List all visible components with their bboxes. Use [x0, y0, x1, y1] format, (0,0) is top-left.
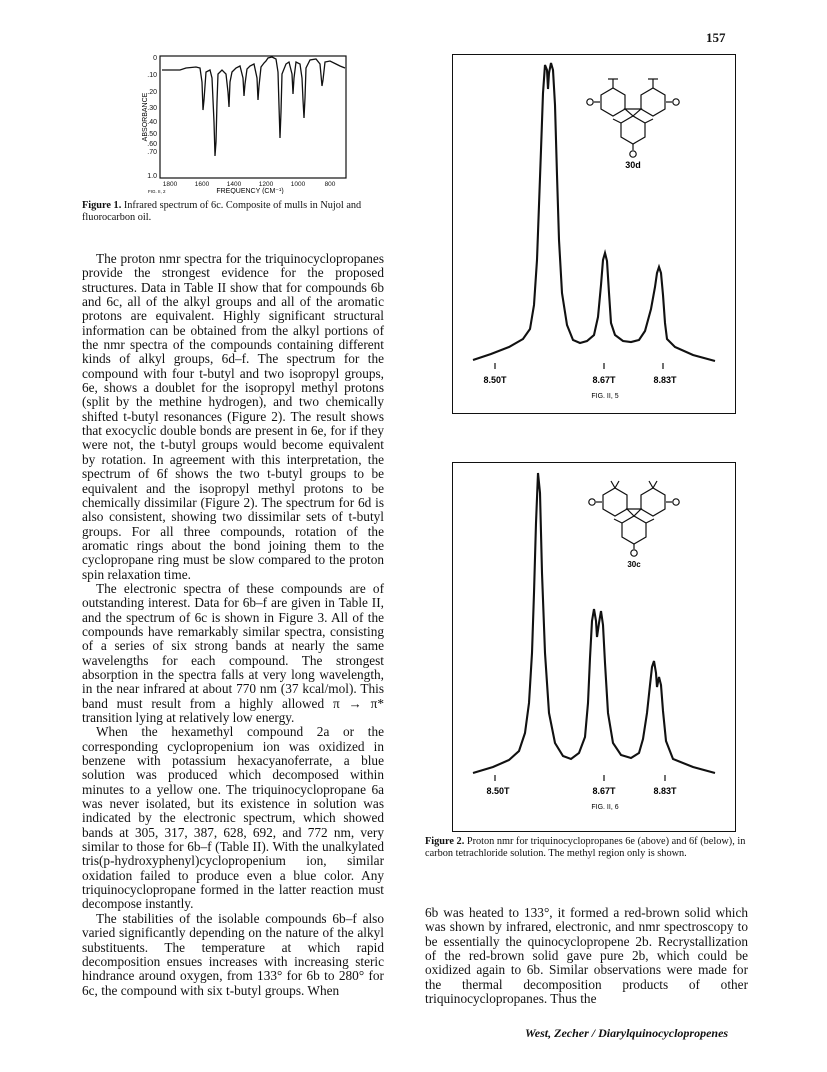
- ir-y-tick: .10: [147, 72, 157, 79]
- ir-x-tick: 1200: [258, 181, 274, 188]
- peak-label: 8.67T: [592, 786, 616, 796]
- paragraph: The proton nmr spectra for the triquinocyclopropanes provide the strongest evidence for the proposed structures. Data in Table II show that for compounds 6b and 6c, all of the alkyl groups and all of the aromatic protons are equivalent. Highly significant structural information can be obtained from the alkyl portions of the nmr spectra of the compounds containing different kinds of alkyl groups, 6d–f. The spectrum for the compound with four t-butyl and two isopropyl groups, 6e, shows a doublet for the isopropyl methyl protons (split by the methine hydrogen), and two chemically shifted t-butyl resonances (Figure 2). The result shows that exocyclic double bonds are present in 6e, for if they were not, the t-butyl groups would become equivalent by rotation. In agreement with this interpretation, the spectrum of 6f shows the two t-butyl groups to be equivalent and the isopropyl methyl protons to be chemically dissimilar (Figure 2). The spectrum for 6d is also consistent, showing two dissimilar sets of t-butyl groups. For all three compounds, rotation of the aromatic rings about the bond joining them to the cyclopropane ring must be slow compared to the proton spin relaxation time.: [82, 251, 384, 582]
- ir-y-tick: .60: [147, 141, 157, 148]
- nmr-top-spectrum: [453, 55, 735, 413]
- ir-x-tick: 1000: [290, 181, 306, 188]
- peak-label: 8.83T: [653, 375, 677, 385]
- fig-tag-top: FIG. II, 5: [591, 393, 619, 400]
- paragraph: 6b was heated to 133°, it formed a red-brown solid which was shown by infrared, electronic, and nmr spectroscopy to be essentially the quinocyclopropene 2b. Recrystallization of the red-brown solid gave pure 2b, which could be oxidized again to 6b. Similar observations were made for the thermal decomposition products of other triquinocyclopropanes. Thus the: [425, 905, 748, 1007]
- ir-y-tick: .70: [147, 149, 157, 156]
- peak-label: 8.67T: [592, 375, 616, 385]
- ir-y-tick: 1.0: [147, 173, 157, 180]
- ir-x-tick: 1800: [162, 181, 178, 188]
- page-number: 157: [706, 30, 726, 45]
- figure-1-caption: [82, 200, 382, 223]
- ir-y-tick: .30: [147, 105, 157, 112]
- nmr-trace-bottom: [473, 473, 715, 773]
- ir-x-axis-label: FREQUENCY (CM⁻¹): [216, 188, 284, 194]
- ir-y-tick: .50: [147, 131, 157, 138]
- right-column-text: [425, 906, 748, 1006]
- molecule-structure-top: [587, 79, 679, 157]
- molecule-structure-bottom: [589, 481, 679, 556]
- figure-1-caption-label: Figure 1.: [82, 200, 122, 211]
- figure-2-caption-label: Figure 2.: [425, 836, 465, 847]
- ir-y-tick: .20: [147, 89, 157, 96]
- ir-fig-tag: FIG. II, 2: [148, 189, 166, 194]
- paragraph: The electronic spectra of these compounds are of outstanding interest. Data for 6b–f are given in Table II, and the spectrum of 6c is shown in Figure 3. All of the compounds have remarkably similar spectra, consisting of a series of six strong bands at nearly the same wavelengths for each compound. The strongest absorption in the spectra falls at very long wavelength, in the near infrared at about 770 nm (37 kcal/mol). This band must result from a highly allowed π → π* transition lying at relatively low energy.: [82, 580, 384, 725]
- figure-1-ir-spectrum: [140, 52, 350, 194]
- figure-2-caption-text: Proton nmr for triquinocyclopropanes 6e (above) and 6f (below), in carbon tetrachloride solution. The methyl region only is shown.: [425, 836, 746, 859]
- paragraph: The stabilities of the isolable compounds 6b–f also varied significantly depending on the nature of the alkyl substituents. The temperature at which rapid decomposition ensues increases with increasing steric hindrance around oxygen, from 133° for 6b to 280° for 6c, the compound with six t-butyl groups. When: [82, 910, 384, 998]
- ir-y-tick: 0: [153, 55, 157, 62]
- peak-label: 8.83T: [653, 786, 677, 796]
- figure-2-top-panel: [452, 54, 736, 414]
- ir-x-tick: 1400: [226, 181, 242, 188]
- figure-2-bottom-panel: [452, 462, 736, 832]
- fig-tag-bottom: FIG. II, 6: [591, 804, 619, 811]
- nmr-trace-top: [473, 63, 715, 361]
- ir-x-tick: 1600: [194, 181, 210, 188]
- left-column-text: [82, 252, 384, 998]
- nmr-bottom-spectrum: [453, 463, 735, 831]
- ir-spectrum-trace: [162, 57, 345, 156]
- paragraph: When the hexamethyl compound 2a or the corresponding cyclopropenium ion was oxidized in benzene with potassium hexacyanoferrate, a blue solution was produced which decomposed within minutes to a yellow one. The triquinocyclopropane 6a was never isolated, but its existence in solution was indicated by the electronic spectrum, which showed bands at 305, 317, 387, 628, 692, and 772 nm, very similar to those for 6b–f (Table II). With the unalkylated tris(p-hydroxyphenyl)cyclopropenium ion, similar oxidation failed to produce even a blue color. Any triquinocyclopropane formed in the latter reaction must decompose instantly.: [82, 724, 384, 912]
- figure-2-caption: [425, 836, 750, 859]
- figure-1-caption-text: Infrared spectrum of 6c. Composite of mulls in Nujol and fluorocarbon oil.: [82, 200, 362, 223]
- ir-y-tick: .40: [147, 119, 157, 126]
- peak-label: 8.50T: [483, 375, 507, 385]
- ir-x-ticks: [163, 181, 336, 188]
- compound-label-top: 30d: [625, 160, 641, 170]
- ir-plot-frame: [160, 56, 346, 178]
- peak-label: 8.50T: [486, 786, 510, 796]
- ir-x-tick: 800: [324, 181, 336, 188]
- compound-label-bottom: 30c: [627, 560, 641, 569]
- running-footer: West, Zecher / Diarylquinocyclopropenes: [525, 1026, 729, 1040]
- ir-y-axis-label: ABSORBANCE: [142, 92, 149, 142]
